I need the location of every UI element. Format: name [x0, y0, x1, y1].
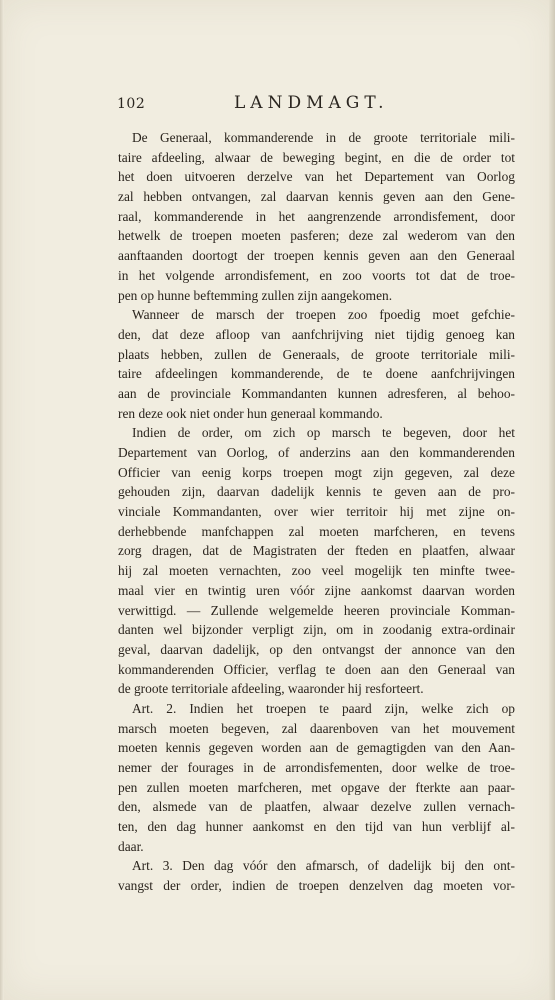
text-line: pen zullen moeten marfcheren, met opgave der fterkte aan paar- — [118, 779, 515, 795]
text-line: Officier van eenig korps troepen mogt zijn gegeven, zal deze — [118, 464, 515, 480]
text-line: in het volgende arrondisfement, en zoo voorts tot dat de troe- — [118, 267, 515, 283]
text-line: den, alsmede van de plaatfen, alwaar dezelve zullen vernach- — [118, 799, 515, 815]
text-line: Indien de order, om zich op marsch te begeven, door het — [132, 425, 515, 441]
text-line: zorg dragen, dat de Magistraten der fteden en plaatfen, alwaar — [118, 543, 515, 559]
text-line: verwittigd. — Zullende welgemelde heeren provinciale Komman- — [118, 602, 515, 618]
running-title: LANDMAGT. — [234, 93, 389, 113]
text-line: marsch moeten begeven, zal daarenboven van het mouvement — [118, 720, 515, 736]
text-line: raal, kommanderende in het aangrenzende arrondisfement, door — [118, 208, 515, 224]
text-line: vangst der order, indien de troepen denzelven dag moeten vor- — [118, 878, 515, 894]
text-line: hij zal moeten vernachten, zoo veel mogelijk ten minfte twee- — [118, 563, 515, 579]
text-line: danten wel bijzonder verpligt zijn, om in zoodanig extra-ordinair — [118, 622, 515, 638]
text-line: de groote territoriale afdeeling, waaronder hij resforteert. — [118, 681, 424, 697]
text-line: aan de provinciale Kommandanten kunnen adresferen, al behoo- — [118, 385, 515, 401]
text-line: ren deze ook niet onder hun generaal kommando. — [118, 405, 383, 421]
text-line: De Generaal, kommanderende in de groote territoriale mili- — [132, 130, 515, 145]
text-line: kommanderenden Officier, verflag te doen aan den Generaal van — [118, 661, 515, 677]
page-right-edge — [549, 0, 555, 1000]
body-text — [118, 128, 515, 896]
page-number: 102 — [117, 96, 146, 112]
text-line: aanftaanden doortogt der troepen kennis geven aan den Generaal — [118, 248, 515, 264]
text-line: ten, den dag hunner aankomst en den tijd van hun verblijf al- — [118, 819, 515, 835]
text-line: Departement van Oorlog, of anderzins aan den kommanderenden — [118, 445, 515, 460]
text-line: Wanneer de marsch der troepen zoo fpoedig moet gefchie- — [132, 307, 515, 323]
text-line: hetwelk de troepen moeten pasferen; deze zal wederom van den — [118, 228, 515, 244]
text-line: plaats hebben, zullen de Generaals, de groote territoriale mili- — [118, 346, 515, 362]
text-line: taire afdeeling, alwaar de beweging begint, en die de order tot — [118, 149, 515, 165]
text-line: daar. — [118, 838, 144, 854]
text-line: Art. 3. Den dag vóór den afmarsch, of dadelijk bij den ont- — [132, 858, 515, 874]
text-line: het doen uitvoeren derzelve van het Departement van Oorlog — [118, 169, 515, 185]
text-line: taire afdeelingen kommanderende, de te doene aanfchrijvingen — [118, 366, 515, 382]
text-line: pen op hunne beftemming zullen zijn aangekomen. — [118, 287, 393, 303]
text-line: geval, daarvan dadelijk, op den ontvangst der annonce van den — [118, 641, 515, 657]
text-line: den, dat deze afloop van aanfchrijving niet tijdig genoeg kan — [118, 326, 515, 342]
page-header — [117, 93, 517, 117]
text-line: nemer der fourages in de arrondisfementen, door welke de troe- — [118, 760, 515, 775]
text-line: gehouden zijn, daarvan dadelijk kennis te geven aan de pro- — [118, 484, 515, 500]
text-line: Art. 2. Indien het troepen te paard zijn, welke zich op — [132, 700, 515, 716]
text-line: moeten kennis gegeven worden aan de gemagtigden van den Aan- — [118, 740, 515, 756]
text-line: maal vier en twintig uren vóór zijne aankomst daarvan worden — [118, 582, 515, 598]
page-left-edge — [0, 0, 4, 1000]
text-line: zal hebben ontvangen, zal daarvan kennis geven aan den Gene- — [118, 189, 515, 205]
text-line: vinciale Kommandanten, over wier territoir hij met zijne on- — [118, 504, 515, 520]
text-line: derhebbende manfchappen zal moeten marfcheren, en tevens — [118, 523, 515, 539]
